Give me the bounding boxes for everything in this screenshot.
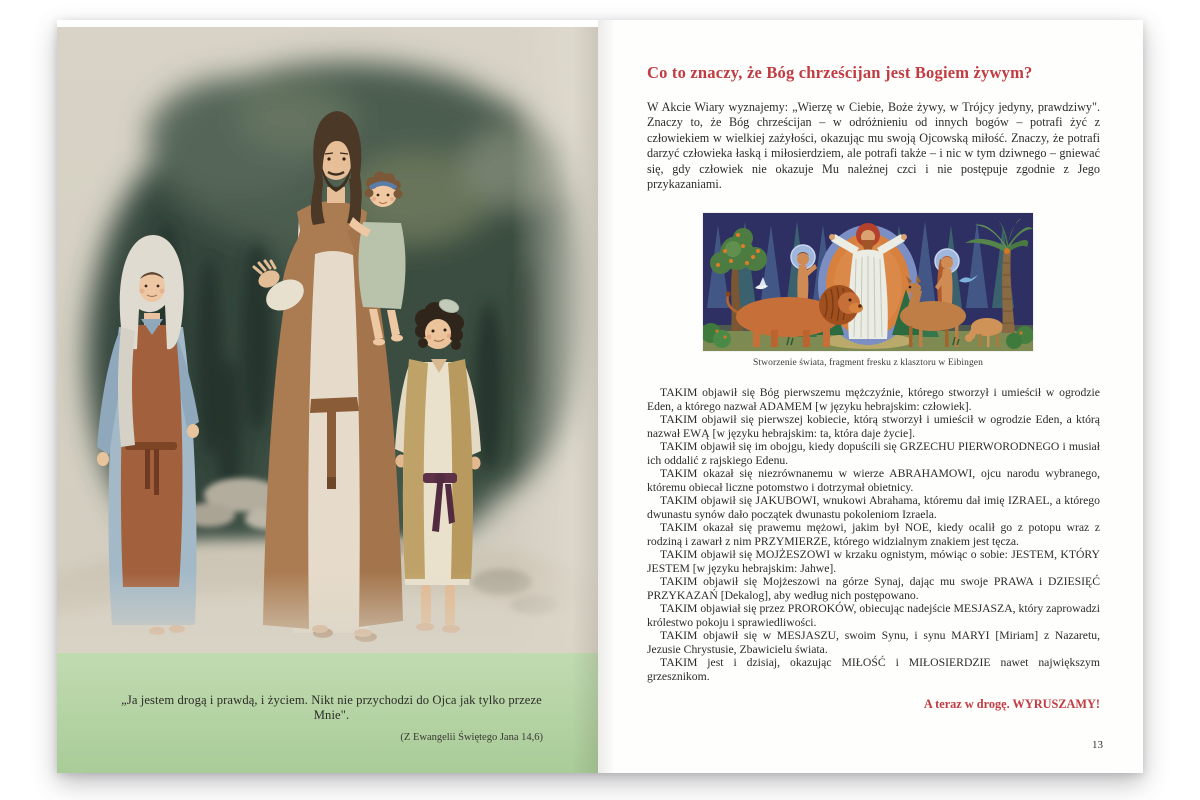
body-paragraph: TAKIM objawił się MOJŻESZOWI w krzaku ognistym, mówiąc o sobie: JESTEM, KTÓRY JESTEM [w języku hebrajskim: Jahwe]. bbox=[647, 548, 1100, 575]
body-paragraph: TAKIM objawiał się przez PROROKÓW, obiecując nadejście MESJASZA, który zaprowadzi królestwo pokoju i sprawiedliwości. bbox=[647, 602, 1100, 629]
body-paragraph: TAKIM objawił się Mojżeszowi na górze Synaj, dając mu swoje PRAWA i DZIESIĘĆ PRZYKAZAŃ [Dekalog], aby według nich postępowano. bbox=[647, 575, 1100, 602]
book-spread bbox=[57, 20, 1143, 773]
fresco-figure bbox=[703, 213, 1033, 368]
quote-attribution: (Z Ewangelii Świętego Jana 14,6) bbox=[400, 732, 543, 743]
gospel-quote: „Ja jestem drogą i prawdą, i życiem. Nikt nie przychodzi do Ojca jak tylko przeze Mnie". bbox=[121, 693, 542, 722]
body-paragraph: TAKIM objawił się Bóg pierwszemu mężczyźnie, którego stworzył i umieścił w ogrodzie Eden, a którego nazwał ADAMEM [w języku hebrajskim: człowiek]. bbox=[647, 386, 1100, 413]
jesus-with-children-illustration bbox=[57, 27, 598, 653]
body-paragraph: TAKIM okazał się niezrównanemu w wierze ABRAHAMOWI, ojcu narodu wybranego, któremu obiecał liczne potomstwo i dotrzymał obietnicy. bbox=[647, 467, 1100, 494]
quote-band bbox=[57, 653, 598, 773]
bottom-fade bbox=[57, 572, 598, 653]
body-paragraph: TAKIM objawił się w MESJASZU, swoim Synu, i synu MARYI [Miriam] z Nazaretu, Jezusie Chrystusie, Zbawicielu świata. bbox=[647, 629, 1100, 656]
body-paragraph: TAKIM objawił się JAKUBOWI, wnukowi Abrahama, któremu dał imię IZRAEL, a którego dwunastu synów dało początek dwunastu pokoleniom Izraela. bbox=[647, 494, 1100, 521]
body-paragraph: TAKIM objawił się im obojgu, kiedy dopuścili się GRZECHU PIERWORODNEGO i musiał ich oddalić z rajskiego Edenu. bbox=[647, 440, 1100, 467]
body-paragraph: TAKIM jest i dzisiaj, okazując MIŁOŚĆ i MIŁOSIERDZIE nawet największym grzesznikom. bbox=[647, 656, 1100, 683]
right-edge-fade bbox=[512, 27, 598, 653]
body-paragraph: TAKIM objawił się pierwszej kobiecie, którą stworzył i umieścił w ogrodzie Eden, a którą nazwał EWĄ [w języku hebrajskim: ta, która daje życie]. bbox=[647, 413, 1100, 440]
fresco-caption: Stworzenie świata, fragment fresku z klasztoru w Eibingen bbox=[753, 358, 983, 369]
creation-fresco-image bbox=[703, 213, 1033, 351]
right-page bbox=[598, 20, 1143, 773]
body-paragraph: TAKIM okazał się prawemu mężowi, jakim był NOE, kiedy ocalił go z potopu wraz z rodziną i zawarł z nim PRZYMIERZE, którego widzialnym znakiem jest tęcza. bbox=[647, 521, 1100, 548]
page-number: 13 bbox=[1092, 739, 1103, 751]
fold-shadow bbox=[598, 20, 616, 773]
left-page bbox=[57, 27, 598, 773]
closing-line: A teraz w drogę. WYRUSZAMY! bbox=[923, 697, 1100, 712]
intro-paragraph: W Akcie Wiary wyznajemy: „Wierzę w Ciebie, Boże żywy, w Trójcy jedyny, prawdziwy". Znaczy to, że Bóg chrześcijan – w odróżnieniu od innych bogów – potrafi żyć z człowiekiem w wielkiej zażyłości, okazując mu swoją Ojcowską miłość. Znaczy, że potrafi darzyć człowieka łaską i miłosierdziem, ale potrafi także – i nic w tym dziwnego – gniewać się, gdy człowiek nie okazuje Mu należnej czci i nie postępuje zgodnie z Jego przykazaniami. bbox=[647, 100, 1100, 192]
body-text bbox=[647, 386, 1100, 683]
page-title: Co to znaczy, że Bóg chrześcijan jest Bogiem żywym? bbox=[647, 63, 1033, 82]
